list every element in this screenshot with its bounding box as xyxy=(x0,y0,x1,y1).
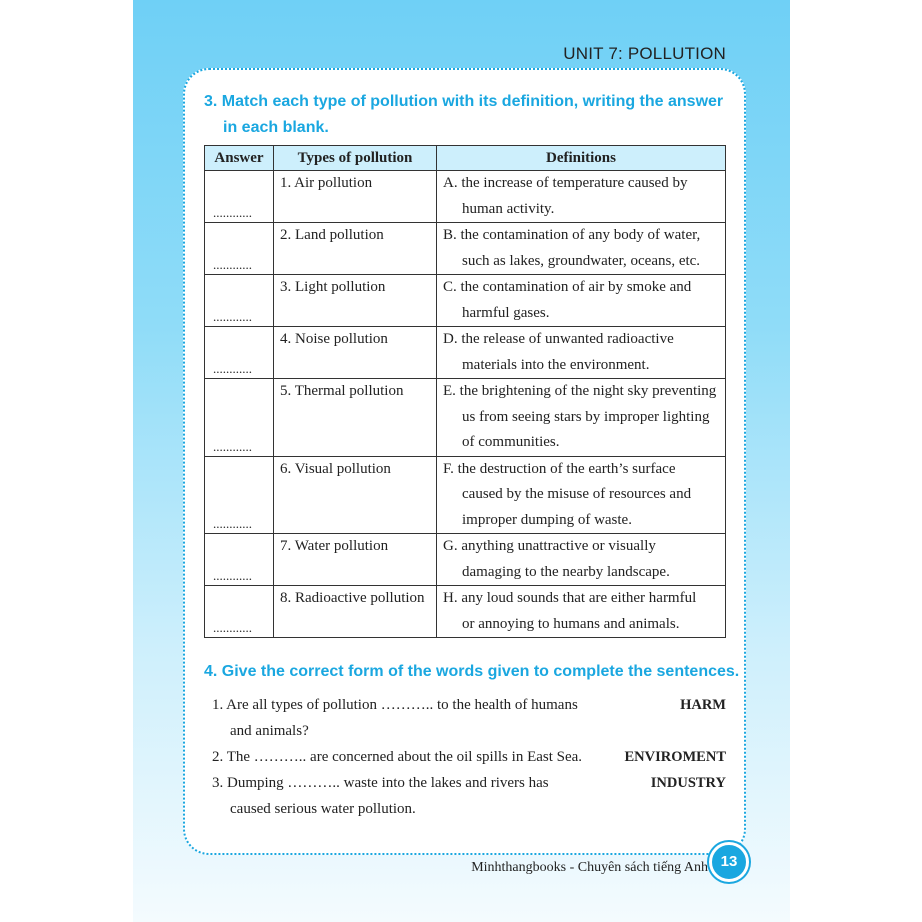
exercise3-instruction-line2: in each blank. xyxy=(223,119,329,136)
definition-line: caused by the misuse of resources and xyxy=(462,486,692,502)
definition-line: harmful gases. xyxy=(462,304,550,321)
pollution-type-cell: 1. Air pollution xyxy=(274,171,437,223)
sentence-continuation: caused serious water pollution. xyxy=(230,801,416,817)
table-row xyxy=(205,456,726,534)
table-header-row xyxy=(205,146,726,171)
definition-line: B. the contamination of any body of water, xyxy=(443,227,701,243)
definition-cell xyxy=(437,379,726,457)
given-word: INDUSTRY xyxy=(650,775,726,791)
definition-line: C. the contamination of air by smoke and xyxy=(443,279,692,295)
answer-cell[interactable] xyxy=(205,327,274,379)
answer-cell[interactable] xyxy=(205,456,274,534)
answer-blank[interactable]: ............ xyxy=(213,438,252,454)
pollution-type-cell: 4. Noise pollution xyxy=(274,327,437,379)
answer-cell[interactable] xyxy=(205,171,274,223)
table-row xyxy=(205,171,726,223)
matching-table xyxy=(204,145,726,638)
footer-publisher: Minhthangbooks - Chuyên sách tiếng Anh xyxy=(471,860,708,875)
exercise4-instruction: 4. Give the correct form of the words given to complete the sentences. xyxy=(204,663,740,680)
pollution-type-cell: 5. Thermal pollution xyxy=(274,379,437,457)
answer-blank[interactable]: ............ xyxy=(213,309,252,324)
definition-cell xyxy=(437,223,726,275)
table-row xyxy=(205,534,726,586)
definition-line: H. any loud sounds that are either harmful xyxy=(443,590,697,606)
page-number-badge: 13 xyxy=(709,842,749,882)
list-item xyxy=(212,744,726,770)
definition-line: human activity. xyxy=(462,200,555,217)
unit-title: UNIT 7: POLLUTION xyxy=(563,44,726,63)
definition-cell xyxy=(437,586,726,638)
definition-line: such as lakes, groundwater, oceans, etc. xyxy=(462,252,701,269)
table-row xyxy=(205,223,726,275)
column-header-types: Types of pollution xyxy=(274,146,437,171)
definition-line: materials into the environment. xyxy=(462,356,650,373)
definition-line: A. the increase of temperature caused by xyxy=(443,175,688,191)
definition-line: or annoying to humans and animals. xyxy=(462,615,680,632)
pollution-type-cell: 8. Radioactive pollution xyxy=(274,586,437,638)
given-word: HARM xyxy=(680,697,726,713)
answer-cell[interactable] xyxy=(205,534,274,586)
table-row xyxy=(205,275,726,327)
answer-cell[interactable] xyxy=(205,379,274,457)
table-row xyxy=(205,379,726,457)
answer-blank[interactable]: ............ xyxy=(213,205,252,220)
answer-cell[interactable] xyxy=(205,275,274,327)
definition-line: us from seeing stars by improper lighting xyxy=(462,408,710,425)
definition-line: damaging to the nearby landscape. xyxy=(462,563,670,580)
definition-line: improper dumping of waste. xyxy=(462,511,632,528)
definition-line: D. the release of unwanted radioactive xyxy=(443,331,674,347)
matching-table-body xyxy=(205,171,726,638)
sentence-text: 2. The ……….. are concerned about the oil spills in East Sea. xyxy=(212,749,583,765)
answer-blank[interactable]: ............ xyxy=(213,361,252,376)
definition-cell xyxy=(437,275,726,327)
sentence-text: 1. Are all types of pollution ……….. to the health of humans xyxy=(212,697,578,713)
definition-line: of communities. xyxy=(462,434,560,450)
list-item xyxy=(212,770,726,822)
sentence-text: 3. Dumping ……….. waste into the lakes and rivers has xyxy=(212,775,549,791)
definition-cell xyxy=(437,456,726,534)
answer-blank[interactable]: ............ xyxy=(213,620,252,635)
definition-line: G. anything unattractive or visually xyxy=(443,538,656,554)
given-word: ENVIROMENT xyxy=(624,749,726,765)
column-header-answer: Answer xyxy=(205,146,274,171)
list-item xyxy=(212,692,726,744)
definition-cell xyxy=(437,534,726,586)
definition-line: F. the destruction of the earth’s surface xyxy=(443,460,676,477)
pollution-type-cell: 3. Light pollution xyxy=(274,275,437,327)
definition-cell xyxy=(437,171,726,223)
pollution-type-cell: 7. Water pollution xyxy=(274,534,437,586)
table-row xyxy=(205,586,726,638)
sentence-continuation: and animals? xyxy=(230,723,309,739)
answer-cell[interactable] xyxy=(205,223,274,275)
pollution-type-cell: 2. Land pollution xyxy=(274,223,437,275)
answer-cell[interactable] xyxy=(205,586,274,638)
column-header-definitions: Definitions xyxy=(437,146,726,171)
pollution-type-cell: 6. Visual pollution xyxy=(274,456,437,534)
answer-blank[interactable]: ............ xyxy=(213,257,252,272)
answer-blank[interactable]: ............ xyxy=(213,568,252,583)
word-form-list xyxy=(212,692,726,822)
definition-cell xyxy=(437,327,726,379)
table-row xyxy=(205,327,726,379)
answer-blank[interactable]: ............ xyxy=(213,516,252,531)
definition-line: E. the brightening of the night sky preventing xyxy=(443,383,717,399)
exercise3-instruction-line1: 3. Match each type of pollution with its definition, writing the answer xyxy=(204,93,724,110)
